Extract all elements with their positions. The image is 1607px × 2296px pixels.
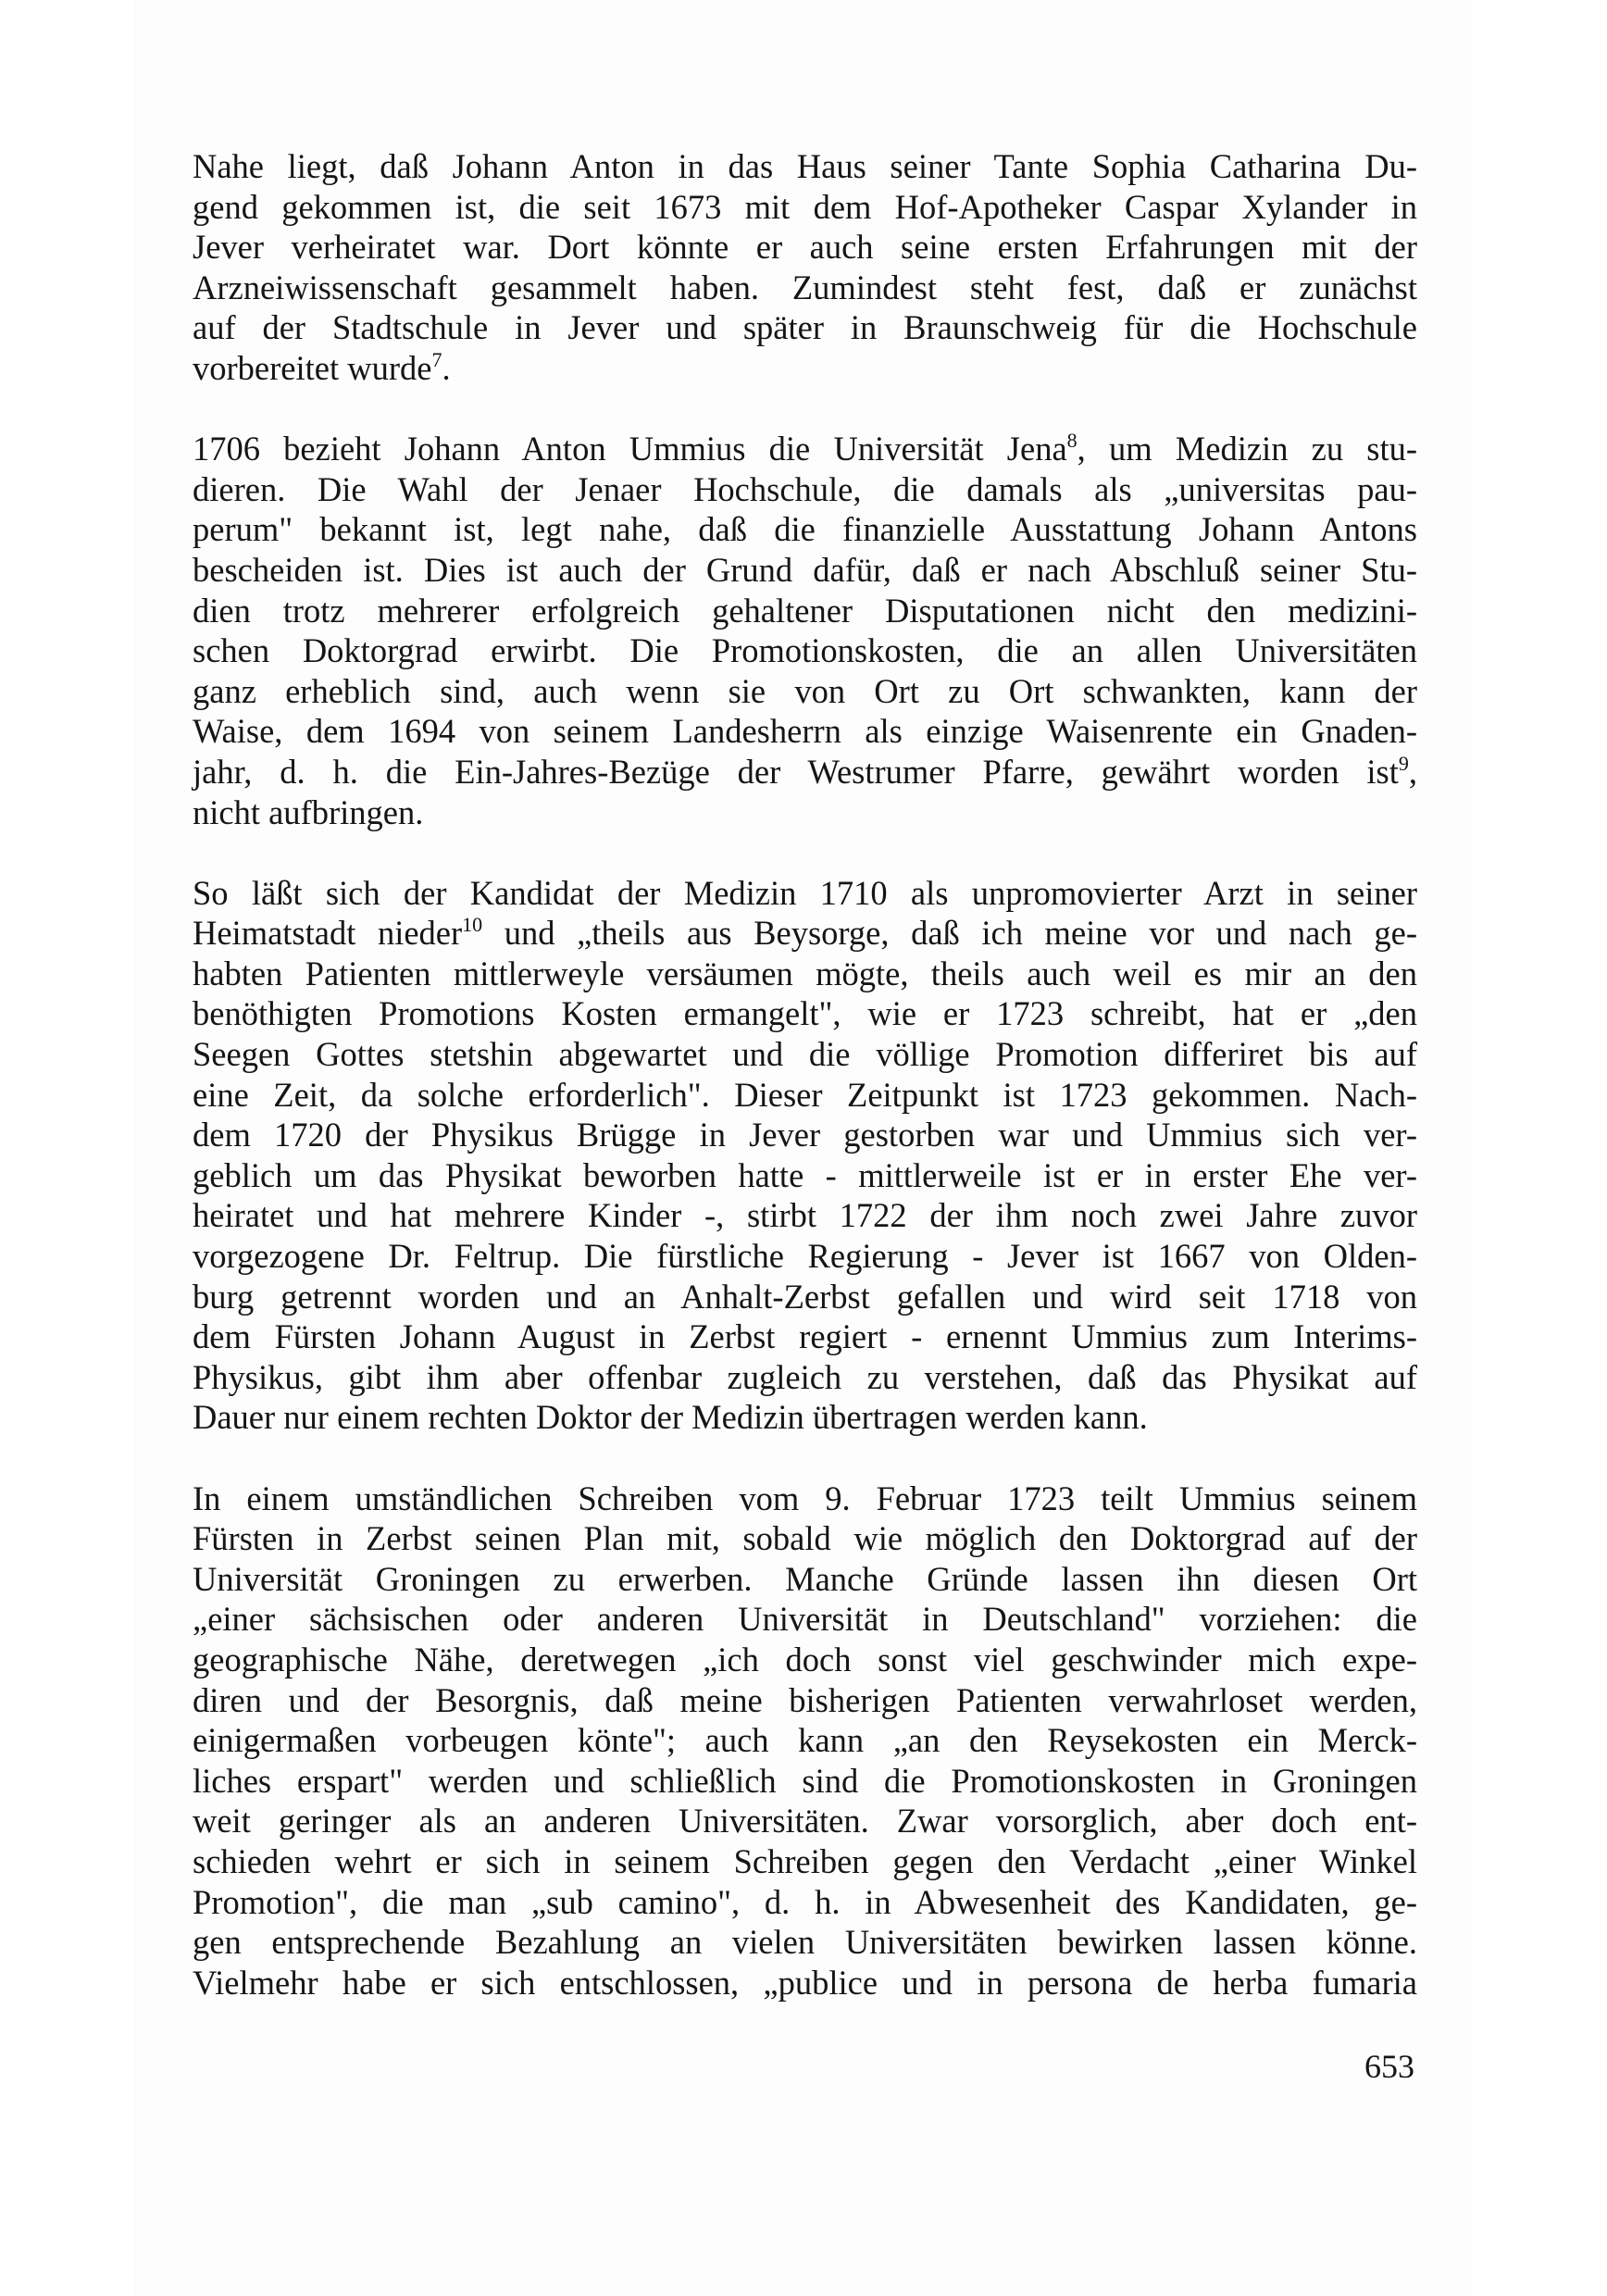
text-segment: dieren. Die Wahl der Jenaer Hochschule, die damals als „universitas pau- [193, 469, 1417, 508]
text-line [193, 1115, 1417, 1155]
text-segment: geblich um das Physikat beworben hatte - mittlerweile ist er in erster Ehe ver- [193, 1155, 1417, 1194]
paragraph [193, 1479, 1417, 2003]
text-line [193, 1479, 1417, 1519]
text-segment: „einer sächsischen oder anderen Universität in Deutschland" vorziehen: die [193, 1600, 1417, 1639]
text-segment: geographische Nähe, deretwegen „ich doch sonst viel geschwinder mich expe- [193, 1640, 1417, 1678]
page-number: 653 [1364, 2048, 1414, 2085]
text-segment: gen entsprechende Bezahlung an vielen Universitäten bewirken lassen könne. [193, 1923, 1417, 1962]
text-segment: benöthigten Promotions Kosten ermangelt", wie er 1723 schreibt, hat er „den [193, 994, 1417, 1033]
text-segment: Physikus, gibt ihm aber offenbar zugleich zu verstehen, daß das Physikat auf [193, 1357, 1417, 1396]
text-segment: gend gekommen ist, die seit 1673 mit dem Hof-Apotheker Caspar Xylander in [193, 187, 1417, 226]
text-line [193, 1882, 1417, 1923]
text-line [193, 227, 1417, 268]
text-line [193, 1680, 1417, 1721]
text-segment: diren und der Besorgnis, daß meine bisherigen Patienten verwahrloset werden, [193, 1680, 1417, 1719]
text-segment: eine Zeit, da solche erforderlich". Dieser Zeitpunkt ist 1723 gekommen. Nach- [193, 1075, 1417, 1114]
text-line [193, 873, 1417, 914]
text-segment: dien trotz mehrerer erfolgreich gehaltener Disputationen nicht den medizini- [193, 591, 1417, 630]
text-segment: Waise, dem 1694 von seinem Landesherrn als einzige Waisenrente ein Gnaden- [193, 712, 1417, 751]
text-line [193, 630, 1417, 671]
footnote-reference: 10 [462, 913, 483, 937]
text-line [193, 1316, 1417, 1357]
text-segment: einigermaßen vorbeugen könte"; auch kann „an den Reysekosten ein Merck- [193, 1721, 1417, 1760]
text-line [193, 429, 1417, 469]
text-line [193, 1155, 1417, 1196]
paragraph [193, 873, 1417, 1438]
text-segment: Jever verheiratet war. Dort könnte er auch seine ersten Erfahrungen mit der [193, 228, 1417, 267]
text-line [193, 469, 1417, 510]
text-segment: Nahe liegt, daß Johann Anton in das Haus seiner Tante Sophia Catharina Du- [193, 147, 1417, 185]
footnote-reference: 8 [1066, 429, 1078, 453]
text-line [193, 954, 1417, 994]
text-line [193, 711, 1417, 752]
text-segment: habten Patienten mittlerweyle versäumen mögte, theils auch weil es mir an den [193, 954, 1417, 992]
text-line [193, 509, 1417, 550]
text-segment: perum" bekannt ist, legt nahe, daß die finanzielle Ausstattung Johann Antons [193, 510, 1417, 549]
text-line [193, 591, 1417, 631]
text-segment: weit geringer als an anderen Universitäten. Zwar vorsorglich, aber doch ent- [193, 1802, 1417, 1841]
text-segment: In einem umständlichen Schreiben vom 9. Februar 1723 teilt Ummius seinem [193, 1479, 1417, 1517]
paragraph [193, 429, 1417, 832]
text-segment: , um Medizin zu stu- [1077, 430, 1418, 468]
text-line [193, 1720, 1417, 1761]
text-line [193, 1922, 1417, 1963]
text-segment: nicht aufbringen. [193, 792, 424, 831]
text-segment: Universität Groningen zu erwerben. Manche Gründe lassen ihn diesen Ort [193, 1559, 1417, 1598]
text-segment: So läßt sich der Kandidat der Medizin 1710 als unpromovierter Arzt in seiner [193, 873, 1417, 912]
text-segment: Arzneiwissenschaft gesammelt haben. Zumindest steht fest, daß er zunächst [193, 268, 1417, 306]
text-line [193, 1640, 1417, 1680]
text-segment: vorgezogene Dr. Feltrup. Die fürstliche Regierung - Jever ist 1667 von Olden- [193, 1237, 1417, 1276]
text-segment: 1706 bezieht Johann Anton Ummius die Universität Jena [193, 430, 1067, 468]
text-line [193, 1357, 1417, 1398]
text-segment: Dauer nur einem rechten Doktor der Medizin übertragen werden kann. [193, 1398, 1148, 1437]
text-line [193, 307, 1417, 348]
text-segment: jahr, d. h. die Ein-Jahres-Bezüge der Westrumer Pfarre, gewährt worden ist [193, 752, 1399, 791]
text-segment: Seegen Gottes stetshin abgewartet und die völlige Promotion differiret bis auf [193, 1035, 1417, 1074]
text-segment: liches erspart" werden und schließlich sind die Promotionskosten in Groningen [193, 1761, 1417, 1800]
text-line [193, 913, 1417, 954]
text-segment: schen Doktorgrad erwirbt. Die Promotionskosten, die an allen Universitäten [193, 631, 1417, 670]
paragraph [193, 146, 1417, 389]
text-segment: schieden wehrt er sich in seinem Schreiben gegen den Verdacht „einer Winkel [193, 1841, 1417, 1880]
footnote-reference: 7 [431, 347, 442, 371]
text-segment: burg getrennt worden und an Anhalt-Zerbst gefallen und wird seit 1718 von [193, 1277, 1417, 1316]
text-line [193, 1518, 1417, 1559]
text-line [193, 993, 1417, 1034]
text-line [193, 1277, 1417, 1317]
text-line [193, 348, 1417, 389]
text-segment: auf der Stadtschule in Jever und später in Braunschweig für die Hochschule [193, 308, 1417, 347]
text-line [193, 752, 1417, 792]
text-segment: bescheiden ist. Dies ist auch der Grund dafür, daß er nach Abschluß seiner Stu- [193, 550, 1417, 589]
text-line [193, 792, 1417, 833]
text-line [193, 550, 1417, 591]
text-line [193, 1559, 1417, 1600]
text-segment: Heimatstadt nieder [193, 914, 463, 953]
text-line [193, 1195, 1417, 1236]
text-line [193, 1963, 1417, 2003]
text-line [193, 1034, 1417, 1075]
text-segment: dem Fürsten Johann August in Zerbst regiert - ernennt Ummius zum Interims- [193, 1317, 1417, 1356]
text-line [193, 187, 1417, 228]
text-segment: und „theils aus Beysorge, daß ich meine vor und nach ge- [482, 914, 1417, 953]
text-segment: Vielmehr habe er sich entschlossen, „publice und in persona de herba fumaria [193, 1963, 1417, 2002]
text-line [193, 1801, 1417, 1841]
text-line [193, 1599, 1417, 1640]
text-segment: , [1408, 752, 1417, 791]
body-text [193, 146, 1417, 2043]
text-segment: Fürsten in Zerbst seinen Plan mit, sobald wie möglich den Doktorgrad auf der [193, 1519, 1417, 1558]
text-line [193, 146, 1417, 187]
text-line [193, 1841, 1417, 1882]
text-segment: vorbereitet wurde [193, 348, 432, 387]
text-segment: heiratet und hat mehrere Kinder -, stirbt 1722 der ihm noch zwei Jahre zuvor [193, 1196, 1417, 1235]
text-line [193, 1761, 1417, 1802]
text-segment: ganz erheblich sind, auch wenn sie von Ort zu Ort schwankten, kann der [193, 671, 1417, 710]
text-line [193, 671, 1417, 712]
text-line [193, 1075, 1417, 1116]
text-segment: dem 1720 der Physikus Brügge in Jever gestorben war und Ummius sich ver- [193, 1116, 1417, 1154]
text-line [193, 1236, 1417, 1277]
text-line [193, 1397, 1417, 1438]
text-line [193, 268, 1417, 308]
text-segment: Promotion", die man „sub camino", d. h. in Abwesenheit des Kandidaten, ge- [193, 1882, 1417, 1921]
text-segment: . [442, 348, 451, 387]
footnote-reference: 9 [1398, 751, 1409, 775]
